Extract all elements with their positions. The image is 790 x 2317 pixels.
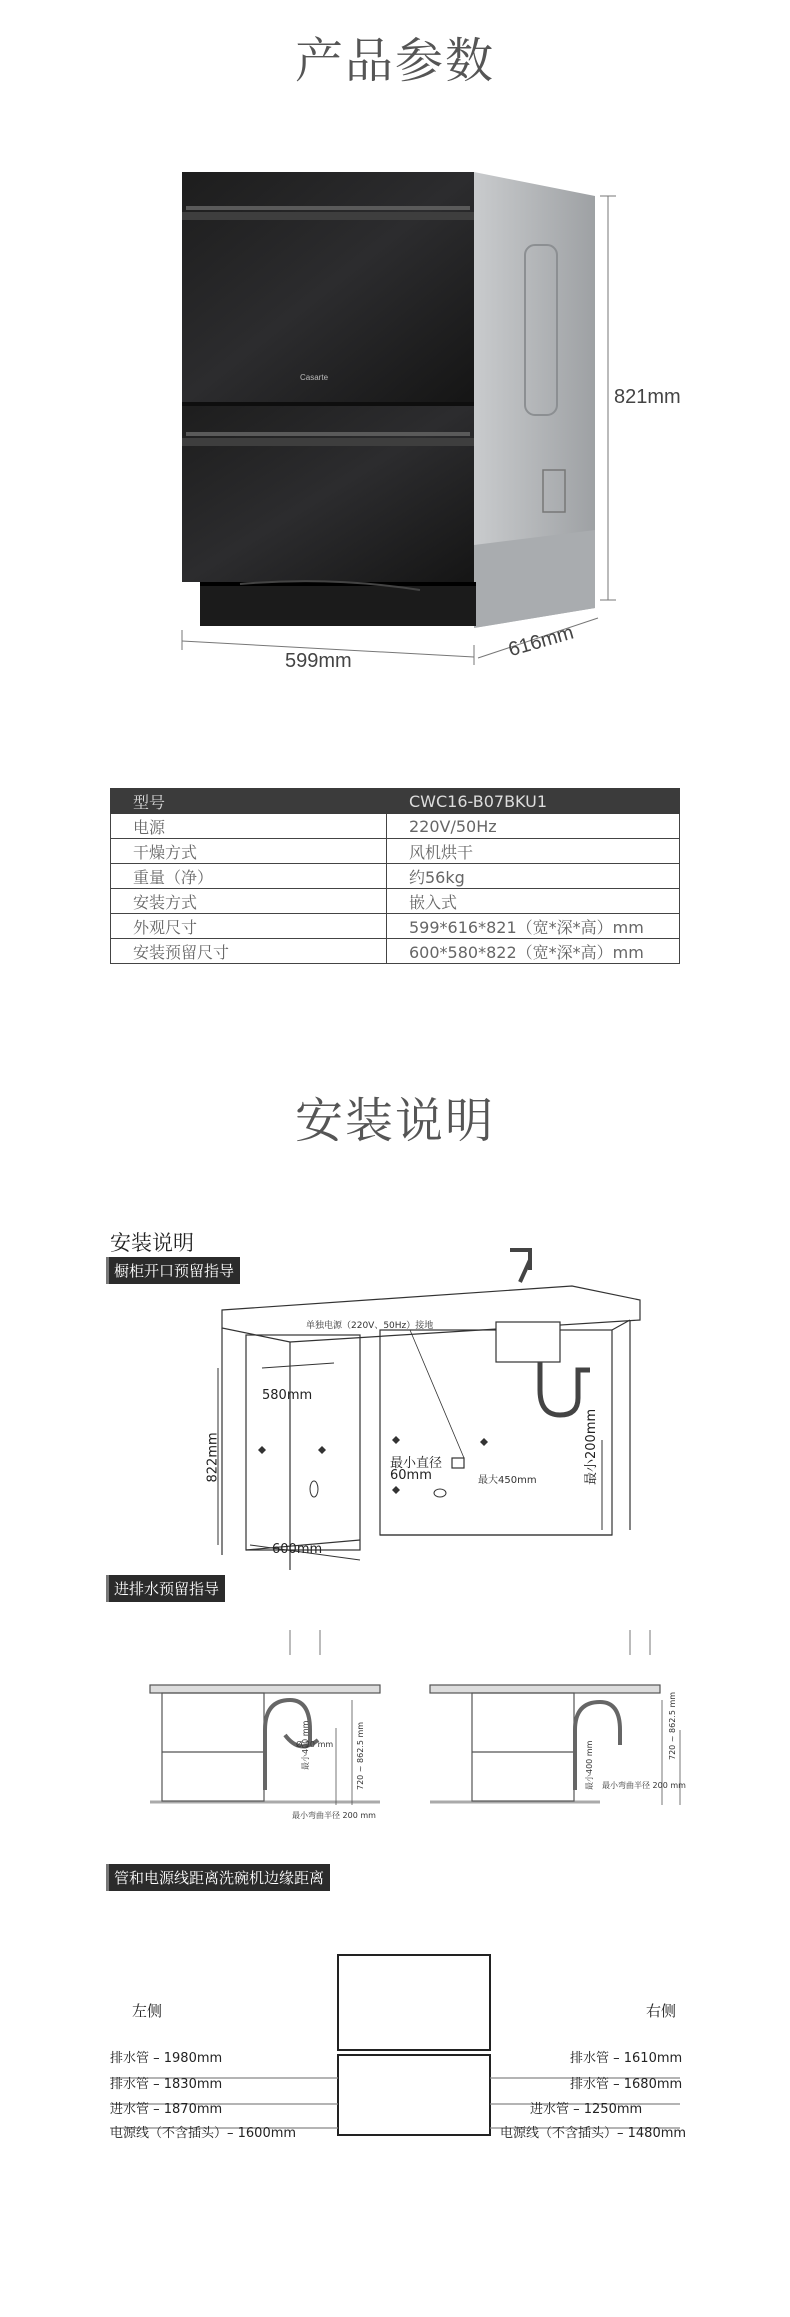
- tag-drain-guide: 进排水预留指导: [108, 1575, 225, 1602]
- table-row: [111, 789, 680, 814]
- drain-diameter-left: Ø 30 mm: [296, 1740, 334, 1749]
- drain-range-right: 720 ~ 862.5 mm: [668, 1691, 677, 1760]
- spec-value: 220V/50Hz: [387, 814, 680, 839]
- power-label: 单独电源（220V、50Hz）接地: [306, 1321, 434, 1331]
- spec-value: 嵌入式: [387, 889, 680, 914]
- install-subtitle: 安装说明: [110, 1231, 194, 1255]
- spec-label: 外观尺寸: [111, 914, 387, 939]
- spec-value: CWC16-B07BKU1: [387, 789, 680, 814]
- left-drain-1: 排水管 – 1980mm: [110, 2051, 223, 2066]
- depth-dimension: 616mm: [506, 621, 577, 662]
- min-diameter-label: 最小直径: [390, 1456, 443, 1471]
- width-600-label: 600mm: [272, 1542, 323, 1557]
- spec-value: 599*616*821（宽*深*高）mm: [387, 914, 680, 939]
- right-side-title: 右侧: [646, 2002, 677, 2020]
- drain-range-left: 720 ~ 862.5 mm: [356, 1721, 365, 1790]
- right-inlet: 进水管 – 1250mm: [530, 2102, 643, 2117]
- tag-distance-guide: 管和电源线距离洗碗机边缘距离: [108, 1864, 330, 1891]
- max-size-label: 最大450mm: [478, 1475, 537, 1486]
- params-title: 产品参数: [294, 33, 495, 89]
- spec-label: 安装预留尺寸: [111, 939, 387, 964]
- table-row: [111, 864, 680, 889]
- spec-value: 600*580*822（宽*深*高）mm: [387, 939, 680, 964]
- cabinet-opening-diagram: [0, 1230, 790, 1570]
- spec-label: 干燥方式: [111, 839, 387, 864]
- brand-logo: Casarte: [300, 373, 329, 382]
- table-row: [111, 839, 680, 864]
- tag-cabinet-opening: 橱柜开口预留指导: [108, 1257, 240, 1284]
- left-drain-2: 排水管 – 1830mm: [110, 2077, 223, 2092]
- depth-580-label: 580mm: [262, 1388, 313, 1403]
- drain-note-right: 最小弯曲半径 200 mm: [602, 1781, 686, 1790]
- spec-value: 约56kg: [387, 864, 680, 889]
- spec-value: 风机烘干: [387, 839, 680, 864]
- table-row: [111, 814, 680, 839]
- drain-note-left: 最小弯曲半径 200 mm: [292, 1811, 376, 1820]
- install-title: 安装说明: [294, 1093, 495, 1149]
- spec-table: [110, 788, 680, 964]
- table-row: [111, 939, 680, 964]
- left-inlet: 进水管 – 1870mm: [110, 2102, 223, 2117]
- min-diameter-value: 60mm: [390, 1468, 432, 1483]
- table-row: [111, 914, 680, 939]
- width-dimension: 599mm: [285, 650, 352, 672]
- drain-height-right: 最小400 mm: [585, 1740, 594, 1790]
- spec-label: 电源: [111, 814, 387, 839]
- left-side-title: 左侧: [132, 2002, 163, 2020]
- height-dimension: 821mm: [614, 386, 681, 408]
- drain-height-left: 最小400 mm: [301, 1720, 310, 1770]
- right-power-cord: 电源线（不含插头）– 1480mm: [500, 2126, 687, 2141]
- left-power-cord: 电源线（不含插头）– 1600mm: [110, 2126, 297, 2141]
- height-822-label: 822mm: [205, 1432, 221, 1483]
- spec-label: 重量（净）: [111, 864, 387, 889]
- min-height-label: 最小200mm: [584, 1408, 599, 1485]
- table-row: [111, 889, 680, 914]
- right-drain-1: 排水管 – 1610mm: [570, 2051, 683, 2066]
- spec-label: 型号: [111, 789, 387, 814]
- right-drain-2: 排水管 – 1680mm: [570, 2077, 683, 2092]
- dishwasher-product-image: [0, 0, 790, 720]
- spec-label: 安装方式: [111, 889, 387, 914]
